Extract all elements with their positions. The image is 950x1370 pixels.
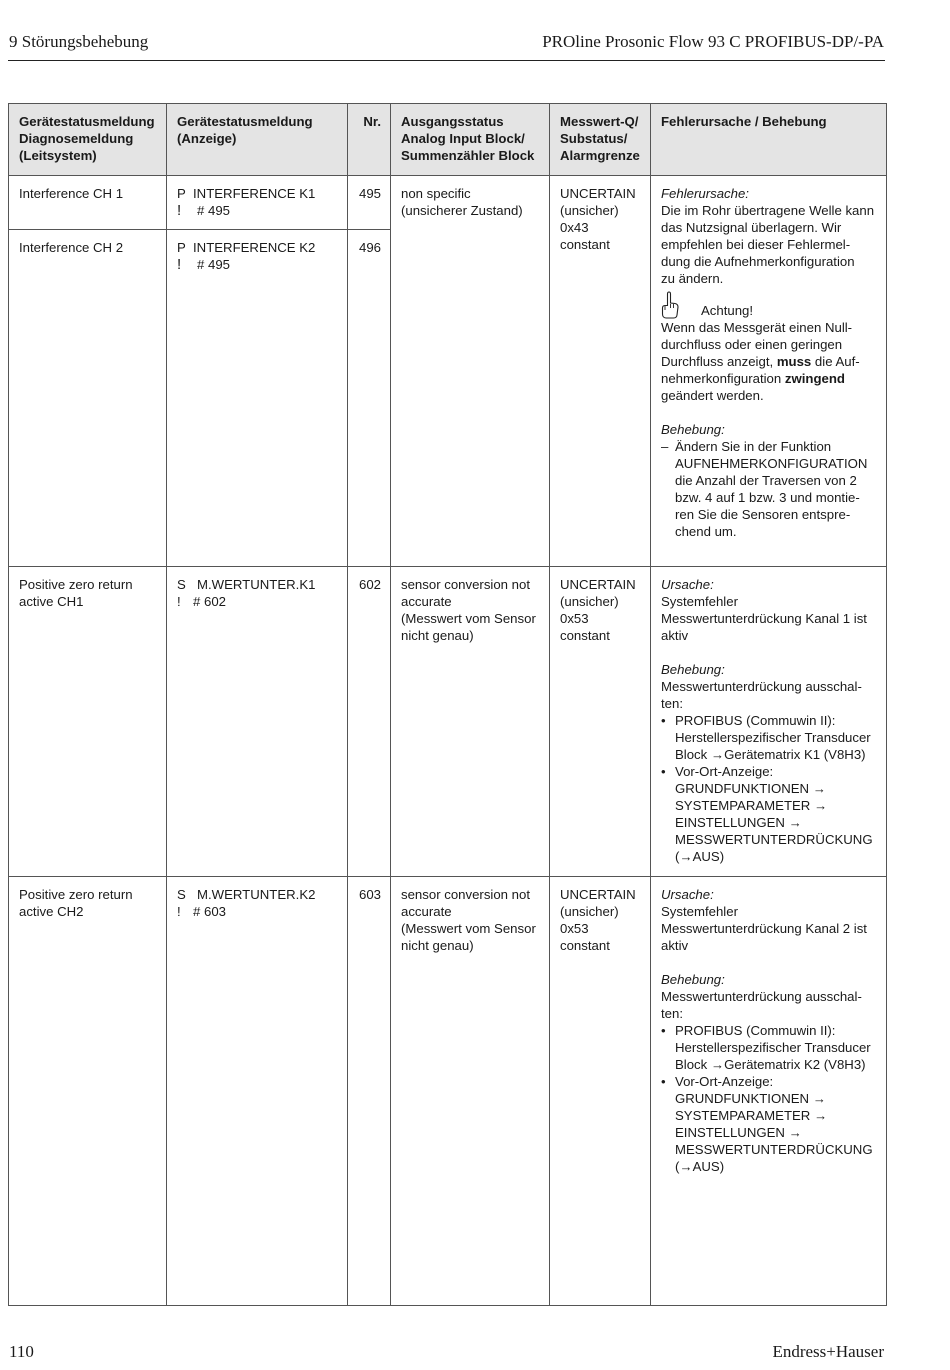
quality-cell: UNCERTAIN (unsicher) 0x53 constant: [550, 877, 651, 1306]
output-cell: sensor conversion not accurate (Messwert vom Sensor nicht genau): [391, 567, 550, 877]
output-cell: sensor conversion not accurate (Messwert vom Sensor nicht genau): [391, 877, 550, 1306]
column-header-quality: Messwert-Q/ Substatus/ Alarmgrenze: [550, 104, 651, 176]
column-header-diag: Gerätestatusmeldung Diagnosemeldung (Leitsystem): [9, 104, 167, 176]
table-header-row: [9, 104, 887, 176]
diag-cell: Interference CH 2: [9, 230, 167, 567]
chapter-title: 9 Störungsbehebung: [9, 32, 149, 51]
quality-cell: UNCERTAIN (unsicher) 0x53 constant: [550, 567, 651, 877]
diag-cell: Positive zero return active CH1: [9, 567, 167, 877]
brand-logo: Endress+Hauser: [772, 1342, 884, 1361]
page-number: 110: [9, 1342, 34, 1361]
display-cell: P INTERFERENCE K2 ! # 495: [167, 230, 348, 567]
diag-cell: Positive zero return active CH2: [9, 877, 167, 1306]
table-row: [9, 176, 887, 230]
column-header-display: Gerätestatusmeldung (Anzeige): [167, 104, 348, 176]
table-row: [9, 877, 887, 1306]
header-rule: [8, 60, 885, 61]
error-table: [8, 103, 887, 1306]
warning-title: Achtung!: [701, 303, 754, 318]
pointing-hand-icon: [661, 291, 679, 319]
diag-cell: Interference CH 1: [9, 176, 167, 230]
column-header-remedy: Fehlerursache / Behebung: [651, 104, 887, 176]
remedy-cell: Ursache: Systemfehler Messwertunterdrückung Kanal 1 ist aktiv Behebung: Messwertunterdrückung ausschal- ten: • PROFIBUS (Commuwin II): Herstellerspezifischer Transducer Block →Gerätematrix K1 (V8H3) • Vor-Ort-Anzeige: GRUNDFUNKTIONEN → SYSTEMPARAMETER → EINSTELLUNGEN → MESSWERTUNTERDRÜCKUNG (→AUS): [651, 567, 887, 877]
table-row: [9, 567, 887, 877]
output-cell: non specific (unsicherer Zustand): [391, 176, 550, 567]
remedy-cell: Ursache: Systemfehler Messwertunterdrückung Kanal 2 ist aktiv Behebung: Messwertunterdrückung ausschal- ten: • PROFIBUS (Commuwin II): Herstellerspezifischer Transducer Block →Gerätematrix K2 (V8H3) • Vor-Ort-Anzeige: GRUNDFUNKTIONEN → SYSTEMPARAMETER → EINSTELLUNGEN → MESSWERTUNTERDRÜCKUNG (→AUS): [651, 877, 887, 1306]
product-title: PROline Prosonic Flow 93 C PROFIBUS-DP/-PA: [542, 32, 884, 51]
nr-cell: 603: [348, 877, 391, 1306]
nr-cell: 496: [348, 230, 391, 567]
display-cell: S M.WERTUNTER.K1 ! # 602: [167, 567, 348, 877]
display-cell: P INTERFERENCE K1 ! # 495: [167, 176, 348, 230]
quality-cell: UNCERTAIN (unsicher) 0x43 constant: [550, 176, 651, 567]
column-header-output: Ausgangsstatus Analog Input Block/ Summenzähler Block: [391, 104, 550, 176]
remedy-cell: Fehlerursache: Die im Rohr übertragene Welle kann das Nutzsignal überlagern. Wir empfehlen bei dieser Fehlermel- dung die Aufnehmerkonfiguration zu ändern. Achtung! Wenn das Messgerät einen Null- durchfluss oder einen geringen Durchfluss anzeigt, muss die Auf- nehmerkonfiguration zwingend geändert werden. Behebung: – Ändern Sie in der Funktion AUFNEHMERKONFIGURATION die Anzahl der Traversen von 2 bzw. 4 auf 1 bzw. 3 und montie- ren Sie die Sensoren entspre- chend um.: [651, 176, 887, 567]
nr-cell: 602: [348, 567, 391, 877]
warning-note: [661, 291, 876, 319]
display-cell: S M.WERTUNTER.K2 ! # 603: [167, 877, 348, 1306]
nr-cell: 495: [348, 176, 391, 230]
column-header-nr: Nr.: [348, 104, 391, 176]
